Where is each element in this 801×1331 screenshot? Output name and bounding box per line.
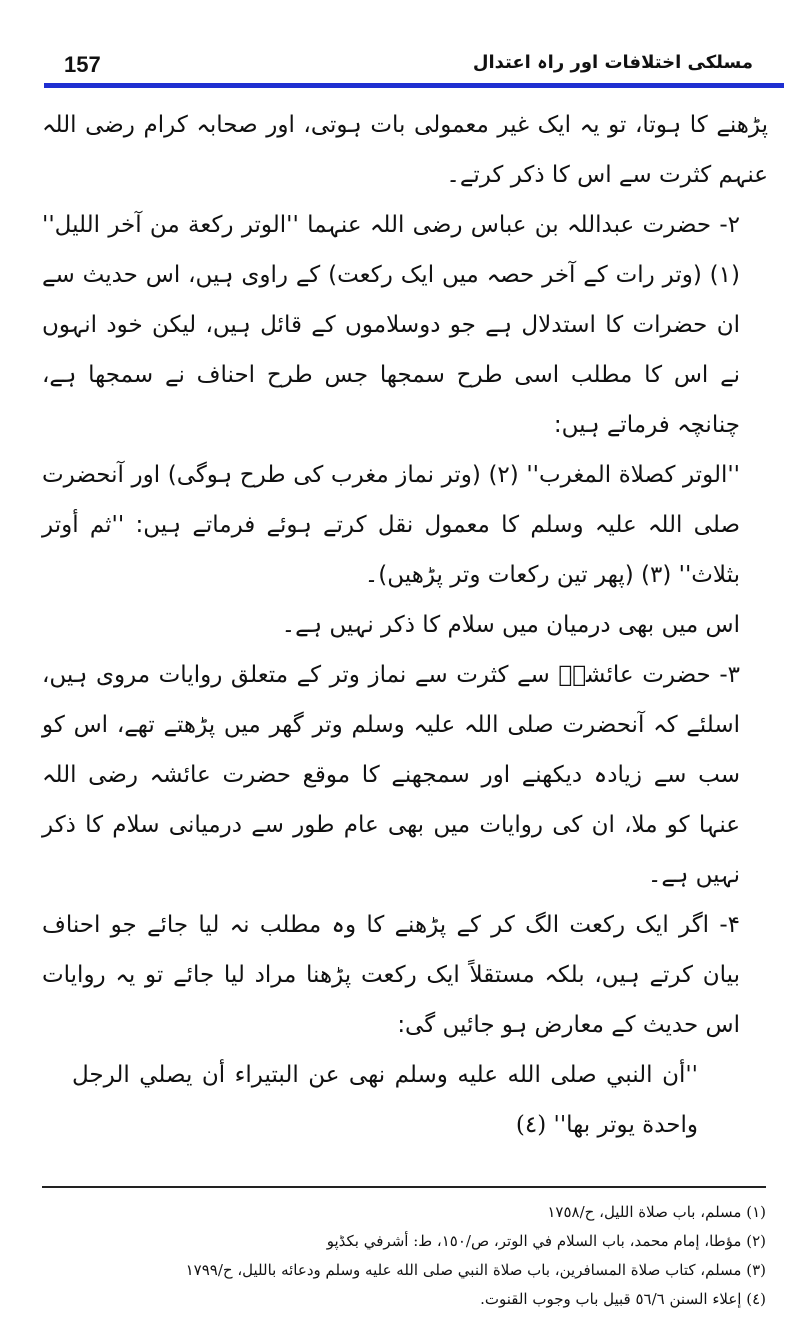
- footnotes: [42, 1198, 766, 1314]
- page-header: [0, 0, 801, 90]
- paragraph-quote-witr: ''الوتر كصلاة المغرب'' (۲) (وتر نماز مغرب کی طرح ہوگی) اور آنحضرت صلی اللہ علیہ وسلم کا معمول نقل کرتے ہوئے فرماتے ہیں: ''ثم أوتر بثلاث'' (۳) (پھر تین رکعات وتر پڑھیں)۔: [42, 462, 741, 588]
- paragraph-point-3: ۳- حضرت عائشہؓ سے کثرت سے نماز وتر کے متعلق روایات مروی ہیں، اسلئے کہ آنحضرت صلی اللہ علیہ وسلم وتر گھر میں پڑھتے تھے، اس کو سب سے زیادہ دیکھنے اور سمجھنے کا موقع حضرت عائشہ رضی اللہ عنہا کو ملا، ان کی روایات میں بھی عام طور سے درمیانی سلام کا ذکر نہیں ہے۔: [42, 662, 740, 888]
- paragraph-point-4: ۴- اگر ایک رکعت الگ کر کے پڑھنے کا وہ مطلب نہ لیا جائے جو احناف بیان کرتے ہیں، بلکہ مستقلاً ایک رکعت پڑھنا مراد لیا جائے تو یہ روایات اس حدیث کے معارض ہو جائیں گی:: [42, 912, 740, 1038]
- footnote-2: (٢) مؤطا، إمام محمد، باب السلام في الوتر، ص/١٥٠، ط: أشرفي بكڈپو: [326, 1232, 766, 1250]
- body-text: [42, 100, 768, 1150]
- paragraph-point-2: ۲- حضرت عبداللہ بن عباس رضی اللہ عنہما ''الوتر ركعة من آخر الليل'' (۱) (وتر رات کے آخر حصہ میں ایک رکعت) کے راوی ہیں، اس حدیث سے ان حضرات کا استدلال ہے جو دوسلاموں کے قائل ہیں، لیکن خود انہوں نے اس کا مطلب اسی طرح سمجھا جس طرح احناف نے سمجھا ہے، چنانچہ فرماتے ہیں:: [42, 212, 740, 438]
- footnote-3: (٣) مسلم، كتاب صلاة المسافرين، باب صلاة النبي صلى الله عليه وسلم ودعائه بالليل، ح/١٧٩٩: [185, 1261, 766, 1279]
- paragraph-continuation: پڑھنے کا ہوتا، تو یہ ایک غیر معمولی بات ہوتی، اور صحابہ کرام رضی اللہ عنہم کثرت سے اس کا ذکر کرتے۔: [42, 112, 768, 188]
- footnote-divider: [42, 1186, 766, 1188]
- paragraph-no-salam: اس میں بھی درمیان میں سلام کا ذکر نہیں ہے۔: [281, 612, 740, 638]
- header-rule: [44, 83, 784, 88]
- footnote-4: (٤) إعلاء السنن ٥٦/٦ قبيل باب وجوب القنوت.: [480, 1290, 766, 1308]
- running-title: مسلکی اختلافات اور راہ اعتدال: [472, 52, 753, 73]
- hadith-quote: ''أن النبي صلى الله عليه وسلم نهى عن البتيراء أن يصلي الرجل واحدة يوتر بها'' (٤): [72, 1062, 698, 1138]
- footnote-1: (١) مسلم، باب صلاة الليل، ح/١٧٥٨: [547, 1203, 766, 1221]
- page-number: 157: [64, 52, 101, 77]
